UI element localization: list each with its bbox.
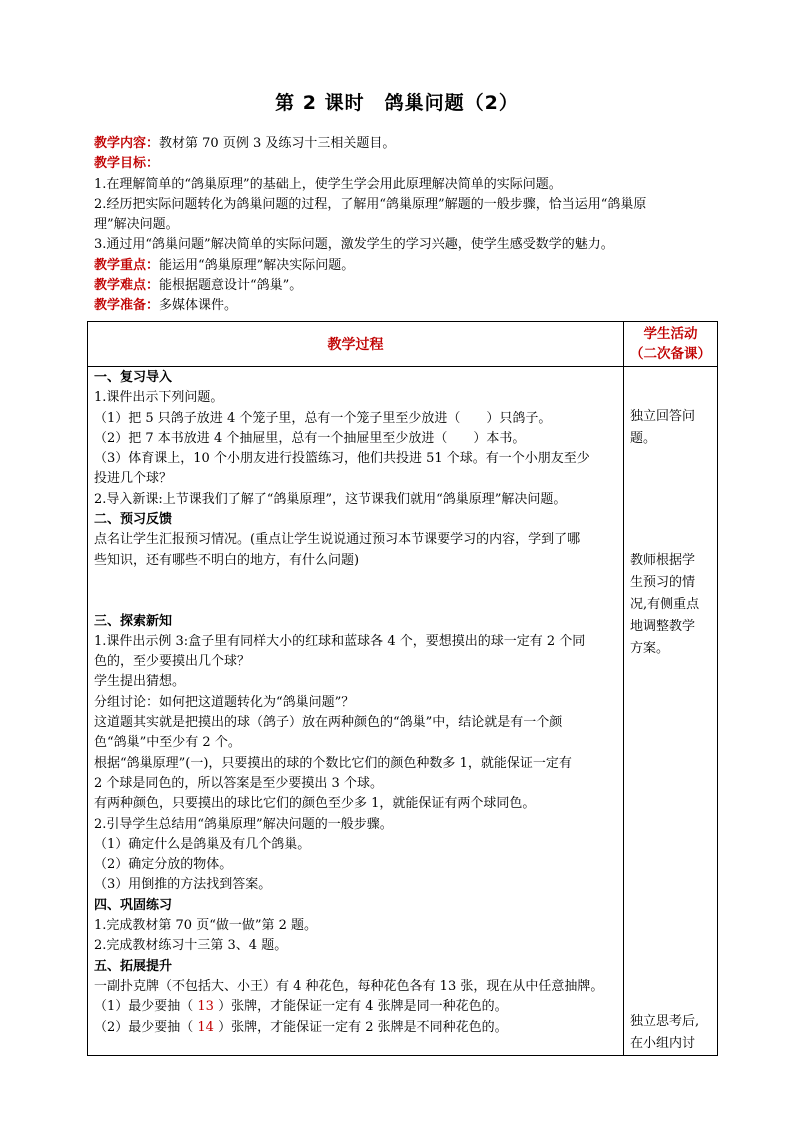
section-heading-4: 四、巩固练习 [94,897,173,913]
process-line: （1）把 5 只鸽子放进 4 个笼子里，总有一个笼子里至少放进（ ）只鸽子。 [94,410,552,426]
process-line: 2.引导学生总结用“鸽巢原理”解决问题的一般步骤。 [94,816,393,832]
activity-line: 方案。 [630,641,670,656]
difficult-line [94,276,734,296]
process-line: 1.课件出示下列问题。 [94,390,224,406]
goal-1: 1.在理解简单的“鸽巢原理”的基础上，使学生学会用此原理解决简单的实际问题。 [94,176,562,192]
section-heading-3: 三、探索新知 [94,613,173,629]
process-line: （2）确定分放的物体。 [94,857,233,873]
question-prefix: （2）最少要抽（ [94,1019,194,1035]
activity-line: 独立思考后, [630,1014,700,1029]
content-line [94,134,734,154]
activity-note-1 [630,406,716,450]
key-line [94,256,734,276]
goal-2a: 2.经历把实际问题转化为鸽巢问题的过程，了解用“鸽巢原理”解题的一般步骤，恰当运用“鸽巢原 [94,196,647,212]
question-suffix: ）张牌，才能保证一定有 2 张牌是不同种花色的。 [218,1019,508,1035]
process-line: 2.导入新课:上节课我们了解了“鸽巢原理”，这节课我们就用“鸽巢原理”解决问题。 [94,491,567,507]
header-activity-line1: 学生活动 [643,326,698,342]
section-heading-5: 五、拓展提升 [94,958,173,974]
goals-heading [94,154,734,174]
question-suffix: ）张牌，才能保证一定有 4 张牌是同一种花色的。 [218,999,508,1015]
process-line: 色的，至少要摸出几个球？ [94,654,251,670]
answer-value: 14 [193,1019,219,1035]
goal-2b: 理”解决问题。 [94,217,179,233]
process-line: 1.课件出示例 3:盒子里有同样大小的红球和蓝球各 4 个，要想摸出的球一定有 2 个同 [94,633,586,649]
process-line: （3）用倒推的方法找到答案。 [94,877,272,893]
activity-note-2 [630,550,716,660]
activity-line: 生预习的情 [630,575,696,590]
process-line: 些知识，还有哪些不明白的地方，有什么问题) [94,552,360,568]
activity-line: 地调整教学 [630,619,696,634]
process-table [87,321,718,1056]
activity-line: 况,有侧重点 [630,597,700,612]
content-label: 教学内容： [94,136,160,151]
process-content [94,368,621,1038]
process-line: （1）确定什么是鸽巢及有几个鸽巢。 [94,836,311,852]
process-line: 一副扑克牌（不包括大、小王）有 4 种花色，每种花色各有 13 张，现在从中任意抽牌。 [94,978,604,994]
activity-line: 教师根据学 [630,553,696,568]
process-line: （2）把 7 本书放进 4 个抽屉里，总有一个抽屉里至少放进（ ）本书。 [94,430,526,446]
difficult-text: 能根据题意设计“鸽巢”。 [159,278,303,294]
prep-line [94,296,734,316]
header-divider [88,366,717,367]
answer-value: 13 [193,999,219,1015]
header-activity-line2: （二次备课） [630,346,711,362]
prep-label: 教学准备： [94,298,160,314]
content-text: 教材第 70 页例 3 及练习十三相关题目。 [159,136,396,151]
question-prefix: （1）最少要抽（ [94,999,194,1015]
process-line: 根据“鸽巢原理”(一)，只要摸出的球的个数比它们的颜色种数多 1，就能保证一定有 [94,755,572,771]
process-line: 投进几个球？ [94,471,173,487]
prep-text: 多媒体课件。 [159,298,238,314]
key-label: 教学重点： [94,257,160,273]
process-line [94,1018,621,1038]
lesson-intro [94,134,734,317]
section-heading-2: 二、预习反馈 [94,512,173,528]
process-line: 学生提出猜想。 [94,674,186,690]
section-heading-1: 一、复习导入 [94,370,173,385]
page-title: 第 2 课时 鸽巢问题（2） [275,92,519,114]
process-line: 有两种颜色，只要摸出的球比它们的颜色至少多 1，就能保证有两个球同色。 [94,796,536,812]
goal-3: 3.通过用“鸽巢问题”解决简单的实际问题，激发学生的学习兴趣，使学生感受数学的魅力。 [94,237,614,253]
activity-line: 独立回答问 [630,409,696,424]
goals-label: 教学目标： [94,156,160,172]
process-line: 分组讨论：如何把这道题转化为“鸽巢问题”？ [94,694,355,710]
activity-line: 在小组内讨 [630,1036,696,1051]
process-line: 1.完成教材第 70 页“做一做”第 2 题。 [94,918,318,934]
activity-note-3 [630,1011,716,1055]
process-line: 2.完成教材练习十三第 3、4 题。 [94,938,288,954]
difficult-label: 教学难点： [94,278,160,294]
process-line: 2 个球是同色的，所以答案是至少要摸出 3 个球。 [94,775,383,791]
process-line: 这道题其实就是把摸出的球（鸽子）放在两种颜色的“鸽巢”中，结论就是有一个颜 [94,715,563,731]
spacer [94,591,621,611]
process-line: 色“鸽巢”中至少有 2 个。 [94,735,241,751]
process-line: 点名让学生汇报预习情况。(重点让学生说说通过预习本节课要学习的内容，学到了哪 [94,532,581,548]
activity-line: 题。 [630,431,657,446]
spacer [94,571,621,591]
column-divider [623,322,624,1055]
key-text: 能运用“鸽巢原理”解决实际问题。 [159,257,355,273]
header-process: 教学过程 [327,337,384,353]
header-activity [624,324,717,364]
process-line [94,997,621,1017]
process-line: （3）体育课上，10 个小朋友进行投篮练习，他们共投进 51 个球。有一个小朋友至少 [94,451,590,467]
